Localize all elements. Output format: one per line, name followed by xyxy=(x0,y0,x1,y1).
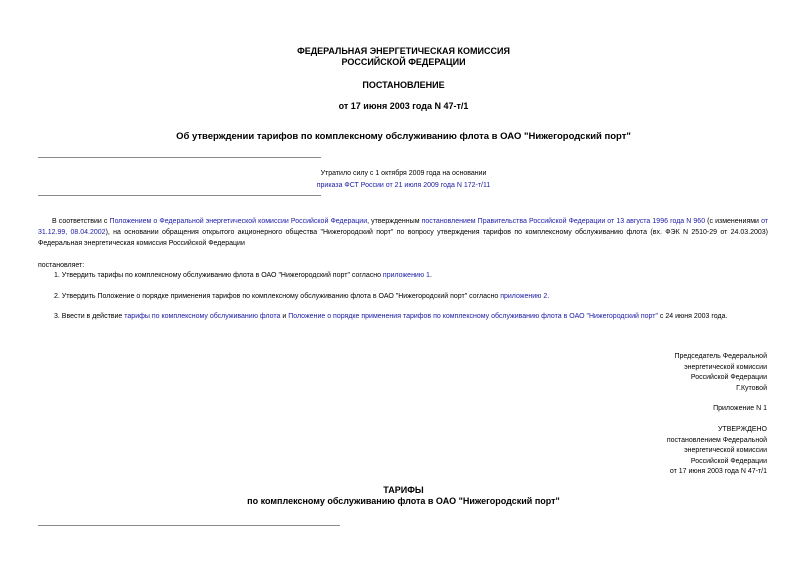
preamble-text-1: В соответствии с xyxy=(52,218,110,225)
divider-tariffs xyxy=(38,525,340,526)
resolves-label: постановляет: xyxy=(38,262,85,269)
status-note-link[interactable]: приказа ФСТ России от 21 июля 2009 года N 172-т/11 xyxy=(316,182,491,189)
link-tariffs[interactable]: тарифы по комплексному обслуживанию флота xyxy=(124,313,281,320)
approved-line-2: постановлением Федеральной xyxy=(666,436,767,444)
doc-date-number: от 17 июня 2003 года N 47-т/1 xyxy=(338,101,469,111)
header-commission: ФЕДЕРАЛЬНАЯ ЭНЕРГЕТИЧЕСКАЯ КОМИССИЯ xyxy=(297,46,510,56)
item-1-text: 1. Утвердить тарифы по комплексному обслуживанию флота в ОАО "Нижегородский порт" согласно xyxy=(54,272,383,279)
status-note-text: Утратило силу с 1 октября 2009 года на основании xyxy=(320,170,487,177)
link-amendments[interactable]: от 31.12.99, 08.04.2002 xyxy=(38,218,769,236)
signature-line-2: энергетической комиссии xyxy=(684,363,767,371)
preamble-text-2: , утвержденным xyxy=(367,218,422,225)
document-title: Об утверждении тарифов по комплексному обслуживанию флота в ОАО "Нижегородский порт" xyxy=(176,131,631,142)
item-1-end: . xyxy=(429,272,432,279)
item-3-mid: и xyxy=(280,313,289,320)
signature-line-1: Председатель Федеральной xyxy=(674,353,767,360)
tariffs-subtitle: по комплексному обслуживанию флота в ОАО "Нижегородский порт" xyxy=(247,496,560,506)
item-1 xyxy=(54,270,432,281)
item-3-text: 3. Ввести в действие xyxy=(54,313,125,320)
status-note xyxy=(0,168,807,192)
approved-block xyxy=(667,425,767,478)
approved-line-4: Российской Федерации xyxy=(690,457,767,465)
link-regulation-tariffs[interactable]: Положение о порядке применения тарифов по комплексному обслуживанию флота в ОАО "Нижегородский порт" xyxy=(288,313,658,320)
item-2-end: . xyxy=(547,293,550,300)
approved-date: от 17 июня 2003 года N 47-т/1 xyxy=(669,468,767,475)
link-fek-regulation[interactable]: Положением о Федеральной энергетической комиссии Российской Федерации xyxy=(109,218,368,225)
tariffs-title: ТАРИФЫ xyxy=(383,485,424,495)
approved-line-3: энергетической комиссии xyxy=(684,447,767,454)
header-federation: РОССИЙСКОЙ ФЕДЕРАЦИИ xyxy=(341,57,466,67)
divider-bottom xyxy=(38,195,321,196)
preamble-paragraph xyxy=(38,216,768,249)
item-2 xyxy=(54,291,549,302)
item-2-text: 2. Утвердить Положение о порядке применения тарифов по комплексному обслуживанию флота в ОАО "Нижегородский порт" согласно xyxy=(54,293,501,300)
item-3 xyxy=(54,311,727,322)
signature-line-3: Российской Федерации xyxy=(690,374,767,381)
signature-block xyxy=(674,352,767,394)
item-3-end: с 24 июня 2003 года. xyxy=(657,313,728,320)
preamble-text-4: ), на основании обращения открытого акционерного общества "Нижегородский порт" по вопросу утверждения тарифов по комплексному обслуживанию флота (вх. ФЭК N 2510-29 от 24.03.2003) Федеральная энергетическая комиссия Российской Федерации xyxy=(38,229,768,247)
signature-name: Г.Кутовой xyxy=(736,384,767,392)
divider-top xyxy=(38,157,321,158)
link-government-decree[interactable]: постановлением Правительства Российской Федерации от 13 августа 1996 года N 960 xyxy=(421,218,706,225)
preamble-text-3: (с изменениями xyxy=(705,218,762,225)
link-appendix-1[interactable]: приложению 1 xyxy=(382,272,430,279)
approved-title: УТВЕРЖДЕНО xyxy=(717,426,767,433)
doc-type: ПОСТАНОВЛЕНИЕ xyxy=(362,80,445,90)
link-appendix-2[interactable]: приложению 2 xyxy=(500,293,548,300)
appendix-label: Приложение N 1 xyxy=(713,405,767,412)
